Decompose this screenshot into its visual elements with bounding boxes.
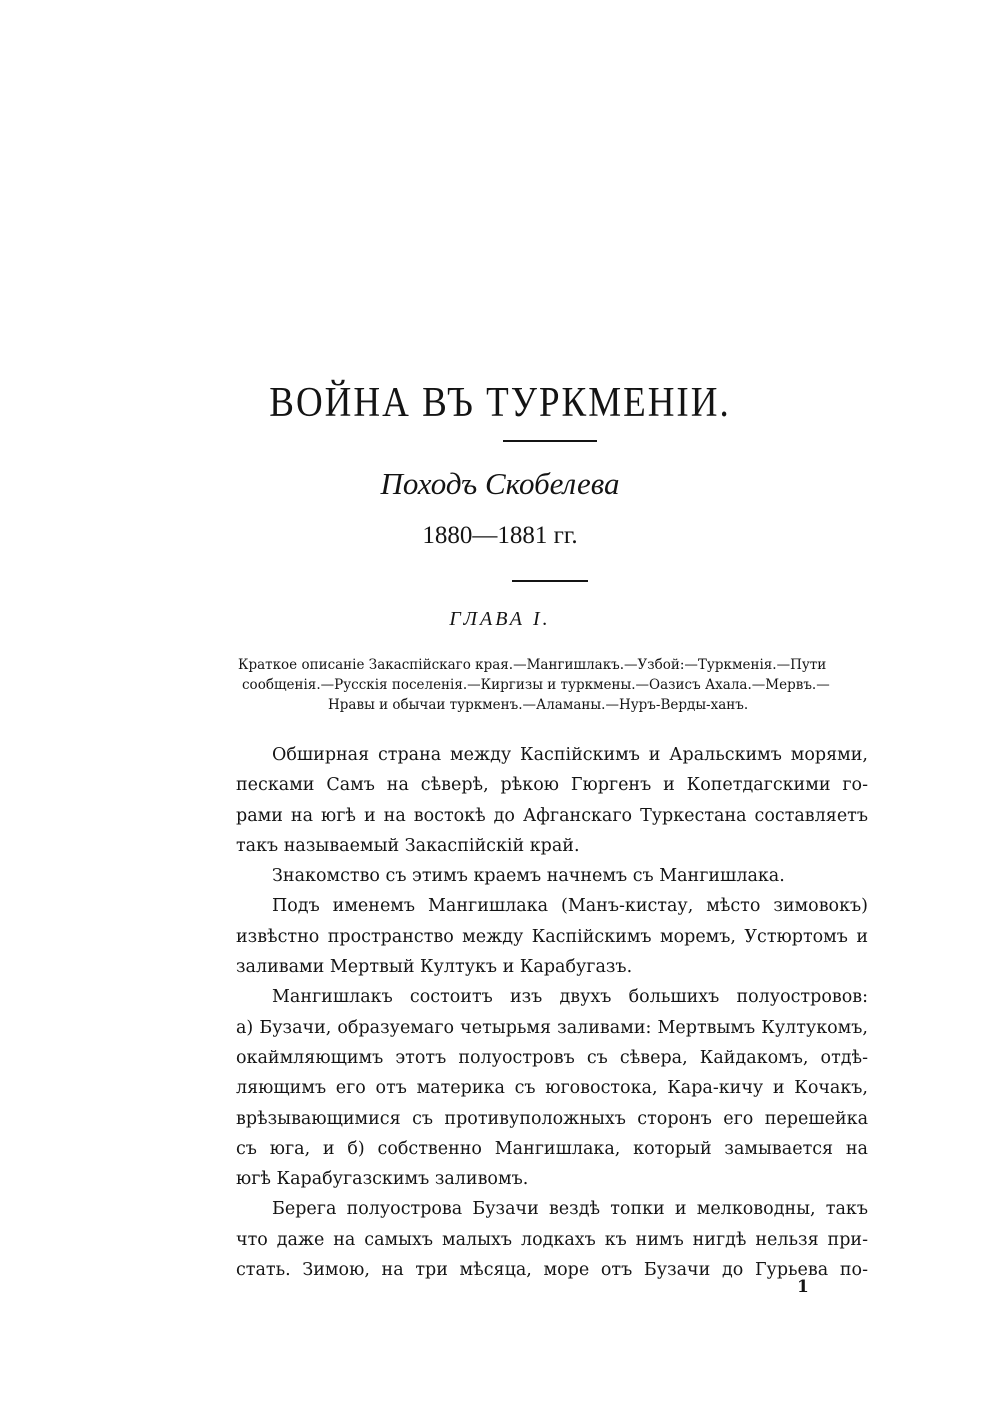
body-line: Подъ именемъ Мангишлака (Манъ-кистау, мѣсто зимовокъ) [272,896,868,917]
years-divider [512,580,588,582]
book-subtitle: Походъ Скобелева [380,466,620,501]
page-number: 1 [797,1277,809,1297]
chapter-summary-line: Нравы и обычаи туркменъ.—Аламаны.—Нуръ-Верды-ханъ. [328,697,749,713]
body-line: Обширная страна между Каспійскимъ и Аральскимъ морями, [272,745,868,765]
body-line: что даже на самыхъ малыхъ лодкахъ къ нимъ нигдѣ нельзя при- [236,1229,868,1250]
book-title: ВОЙНА ВЪ ТУРКМЕНІИ. [269,379,731,427]
body-line: такъ называемый Закаспійскій край. [236,835,580,856]
body-line: заливами Мертвый Култукъ и Карабугазъ. [236,957,633,978]
body-line: Берега полуострова Бузачи вездѣ топки и мелководны, такъ [272,1199,868,1220]
body-line: съ юга, и б) собственно Мангишлака, который замывается на [236,1138,868,1159]
body-line: а) Бузачи, образуемаго четырьмя заливами: Мертвымъ Култукомъ, [236,1017,868,1038]
body-line: рами на югѣ и на востокѣ до Афганскаго Туркестана составляетъ [236,805,868,826]
chapter-heading: ГЛАВА I. [449,608,551,630]
body-line: югѣ Карабугазскимъ заливомъ. [236,1169,529,1190]
body-line: Знакомство съ этимъ краемъ начнемъ съ Мангишлака. [272,866,785,887]
body-line: окаймляющимъ этотъ полуостровъ съ сѣвера, Кайдакомъ, отдѣ- [236,1047,868,1068]
title-divider [503,440,597,442]
chapter-summary-line: сообщенія.—Русскія поселенія.—Киргизы и туркмены.—Оазисъ Ахала.—Мервъ.— [242,677,830,693]
body-line: песками Самъ на сѣверѣ, рѣкою Гюргенъ и Копетдагскими го- [236,775,868,796]
body-line: ляющимъ его отъ материка съ юговостока, Кара-кичу и Кочакъ, [236,1078,868,1099]
body-text [236,740,868,1285]
body-line: Мангишлакъ состоитъ изъ двухъ большихъ полуостровов: [272,987,868,1008]
body-line: извѣстно пространство между Каспійскимъ моремъ, Устюртомъ и [236,926,868,947]
body-line: врѣзывающимися съ противуположныхъ сторонъ его перешейка [236,1108,868,1129]
campaign-years: 1880—1881 гг. [422,522,578,549]
chapter-summary-line: Краткое описаніе Закаспійскаго края.—Мангишлакъ.—Узбой:—Туркменія.—Пути [238,657,827,673]
chapter-summary [238,655,868,715]
body-line: стать. Зимою, на три мѣсяца, море отъ Бузачи до Гурьева по- [236,1260,868,1281]
